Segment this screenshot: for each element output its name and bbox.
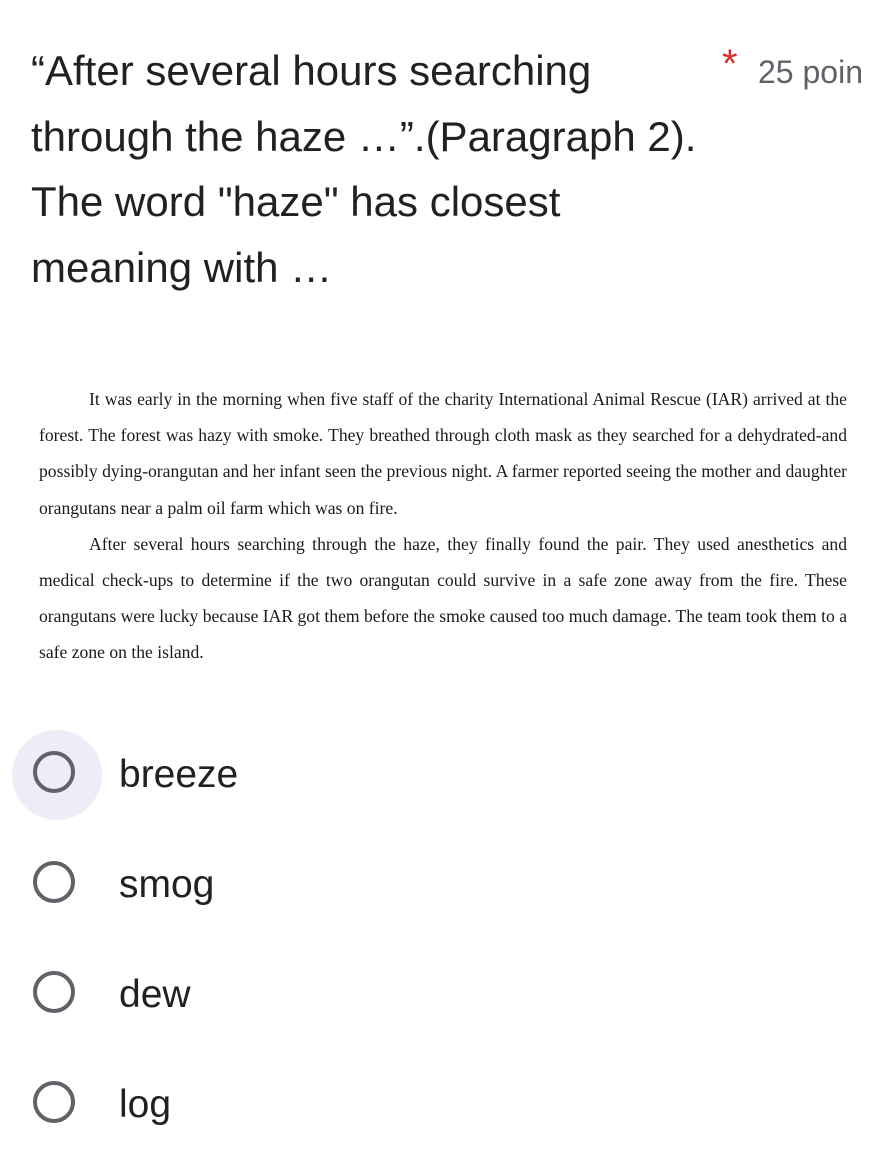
option-breeze[interactable] bbox=[0, 730, 884, 830]
option-dew[interactable] bbox=[0, 950, 884, 1050]
radio-button-icon[interactable] bbox=[33, 1081, 75, 1123]
option-label: dew bbox=[119, 973, 191, 1016]
option-label: breeze bbox=[119, 753, 239, 796]
option-label: smog bbox=[119, 863, 215, 906]
radio-button-icon[interactable] bbox=[33, 861, 75, 903]
option-label: log bbox=[119, 1083, 172, 1126]
required-asterisk: * bbox=[722, 42, 738, 86]
question-header bbox=[0, 0, 884, 320]
radio-button-icon[interactable] bbox=[33, 971, 75, 1013]
radio-button-icon[interactable] bbox=[33, 751, 75, 793]
question-title: “After several hours searching through the haze …”.(Paragraph 2). The word "haze" has closest meaning with … bbox=[31, 47, 697, 291]
option-log[interactable] bbox=[0, 1060, 884, 1160]
passage-image bbox=[39, 381, 847, 671]
points-label: 25 poin bbox=[758, 54, 863, 90]
passage-paragraph-1: It was early in the morning when five staff of the charity International Animal Rescue (IAR) arrived at the forest. The forest was hazy with smoke. They breathed through cloth mask as they searched for a dehydrated-and possibly dying-orangutan and her infant seen the previous night. A farmer reported seeing the mother and daughter orangutans near a palm oil farm which was on fire. bbox=[39, 389, 847, 518]
passage-paragraph-2: After several hours searching through the haze, they finally found the pair. They used anesthetics and medical check-ups to determine if the two orangutan could survive in a safe zone away from the fire. These orangutans were lucky because IAR got them before the smoke caused too much damage. The team took them to a safe zone on the island. bbox=[39, 533, 847, 663]
option-smog[interactable] bbox=[0, 840, 884, 940]
